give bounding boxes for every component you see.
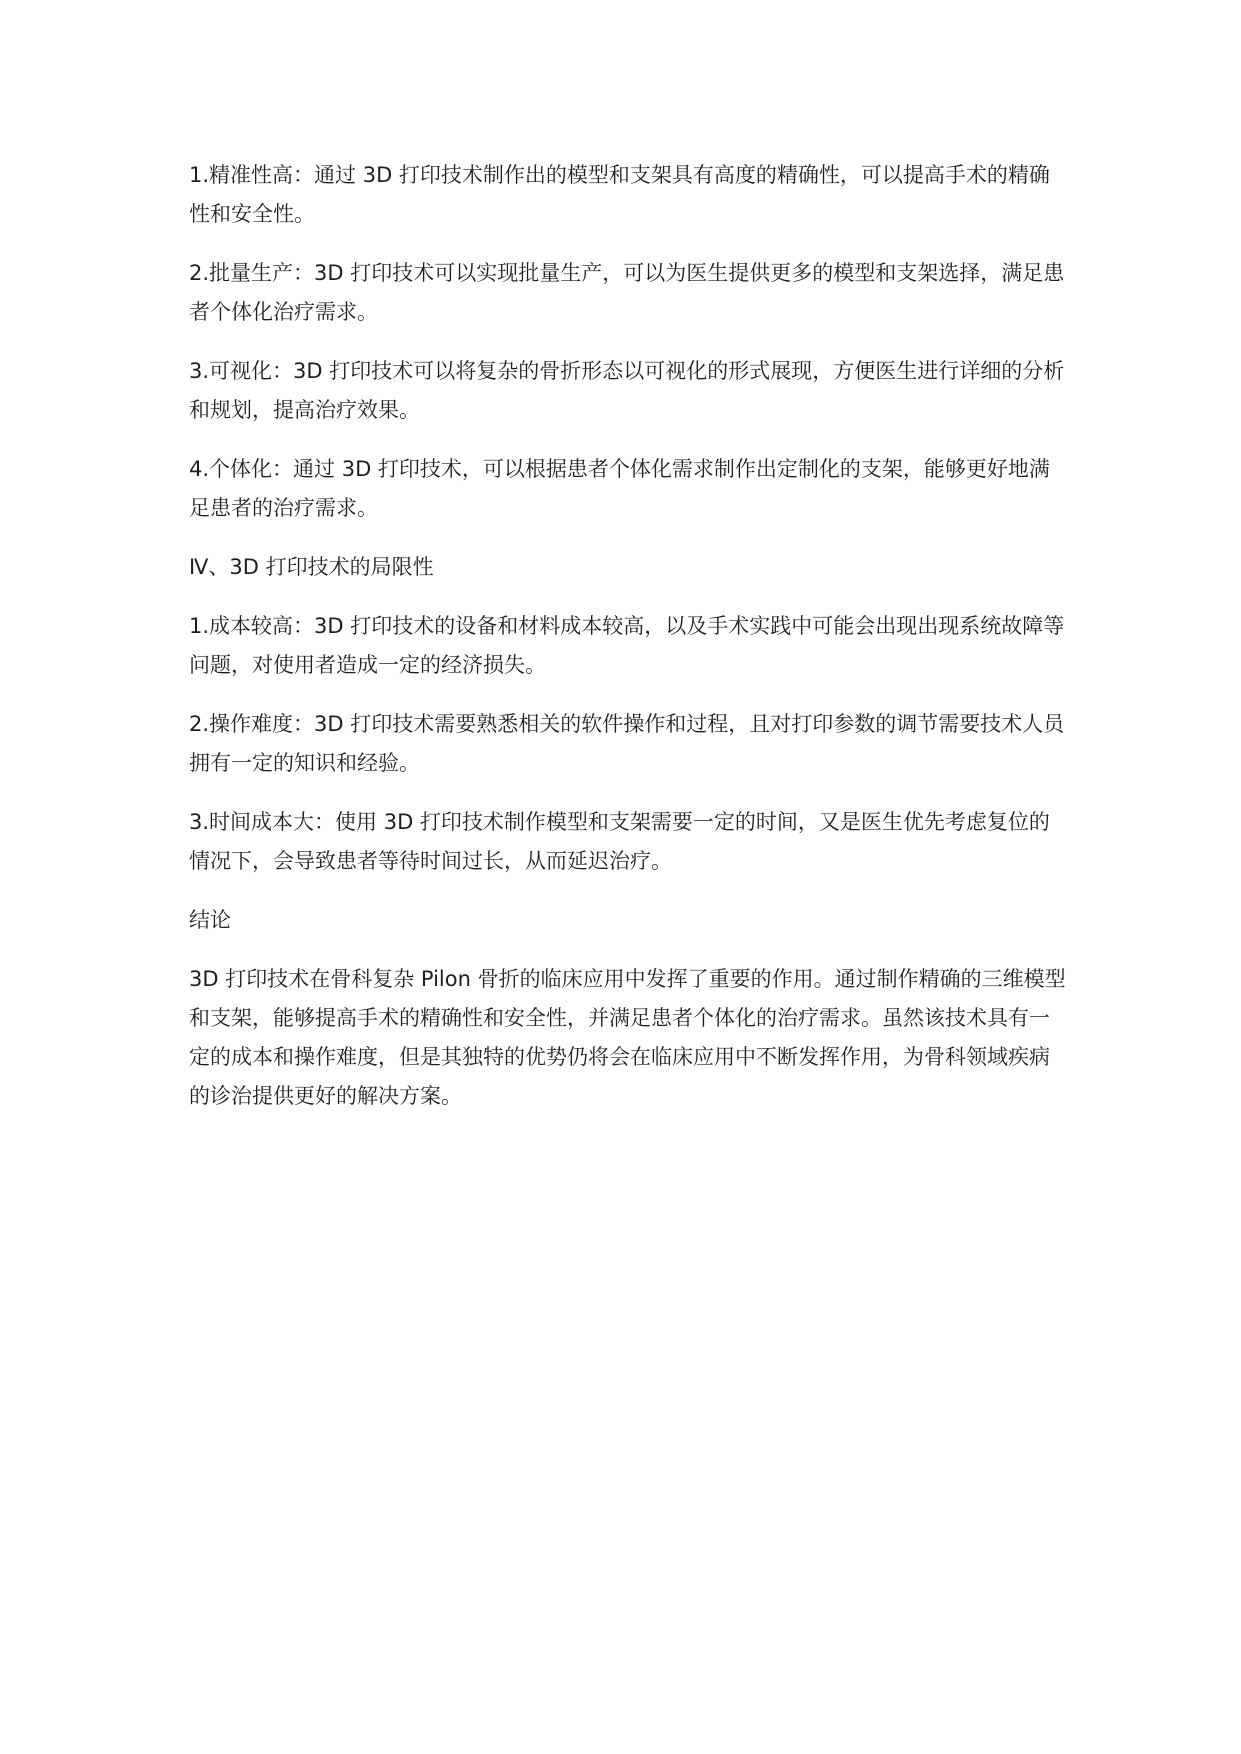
section-heading-limitations: Ⅳ、3D 打印技术的局限性: [189, 555, 434, 579]
paragraph-advantage-visualization: 3.可视化：3D 打印技术可以将复杂的骨折形态以可视化的形式展现，方便医生进行详细的分析和规划，提高治疗效果。: [189, 359, 1065, 422]
document-body: [189, 156, 1069, 1136]
paragraph-conclusion: 3D 打印技术在骨科复杂 Pilon 骨折的临床应用中发挥了重要的作用。通过制作精确的三维模型和支架，能够提高手术的精确性和安全性，并满足患者个体化的治疗需求。虽然该技术具有一定的成本和操作难度，但是其独特的优势仍将会在临床应用中不断发挥作用，为骨科领域疾病的诊治提供更好的解决方案。: [189, 967, 1066, 1108]
paragraph-advantage-batch-production: 2.批量生产：3D 打印技术可以实现批量生产，可以为医生提供更多的模型和支架选择，满足患者个体化治疗需求。: [189, 261, 1065, 324]
paragraph-limitation-time: 3.时间成本大：使用 3D 打印技术制作模型和支架需要一定的时间，又是医生优先考虑复位的情况下，会导致患者等待时间过长，从而延迟治疗。: [189, 810, 1050, 873]
paragraph-limitation-difficulty: 2.操作难度：3D 打印技术需要熟悉相关的软件操作和过程，且对打印参数的调节需要技术人员拥有一定的知识和经验。: [189, 712, 1065, 775]
paragraph-advantage-precision: 1.精准性高：通过 3D 打印技术制作出的模型和支架具有高度的精确性，可以提高手术的精确性和安全性。: [189, 163, 1050, 226]
paragraph-limitation-cost: 1.成本较高：3D 打印技术的设备和材料成本较高，以及手术实践中可能会出现出现系统故障等问题，对使用者造成一定的经济损失。: [189, 614, 1065, 677]
paragraph-advantage-individualization: 4.个体化：通过 3D 打印技术，可以根据患者个体化需求制作出定制化的支架，能够更好地满足患者的治疗需求。: [189, 457, 1050, 520]
section-heading-conclusion: 结论: [189, 908, 231, 932]
